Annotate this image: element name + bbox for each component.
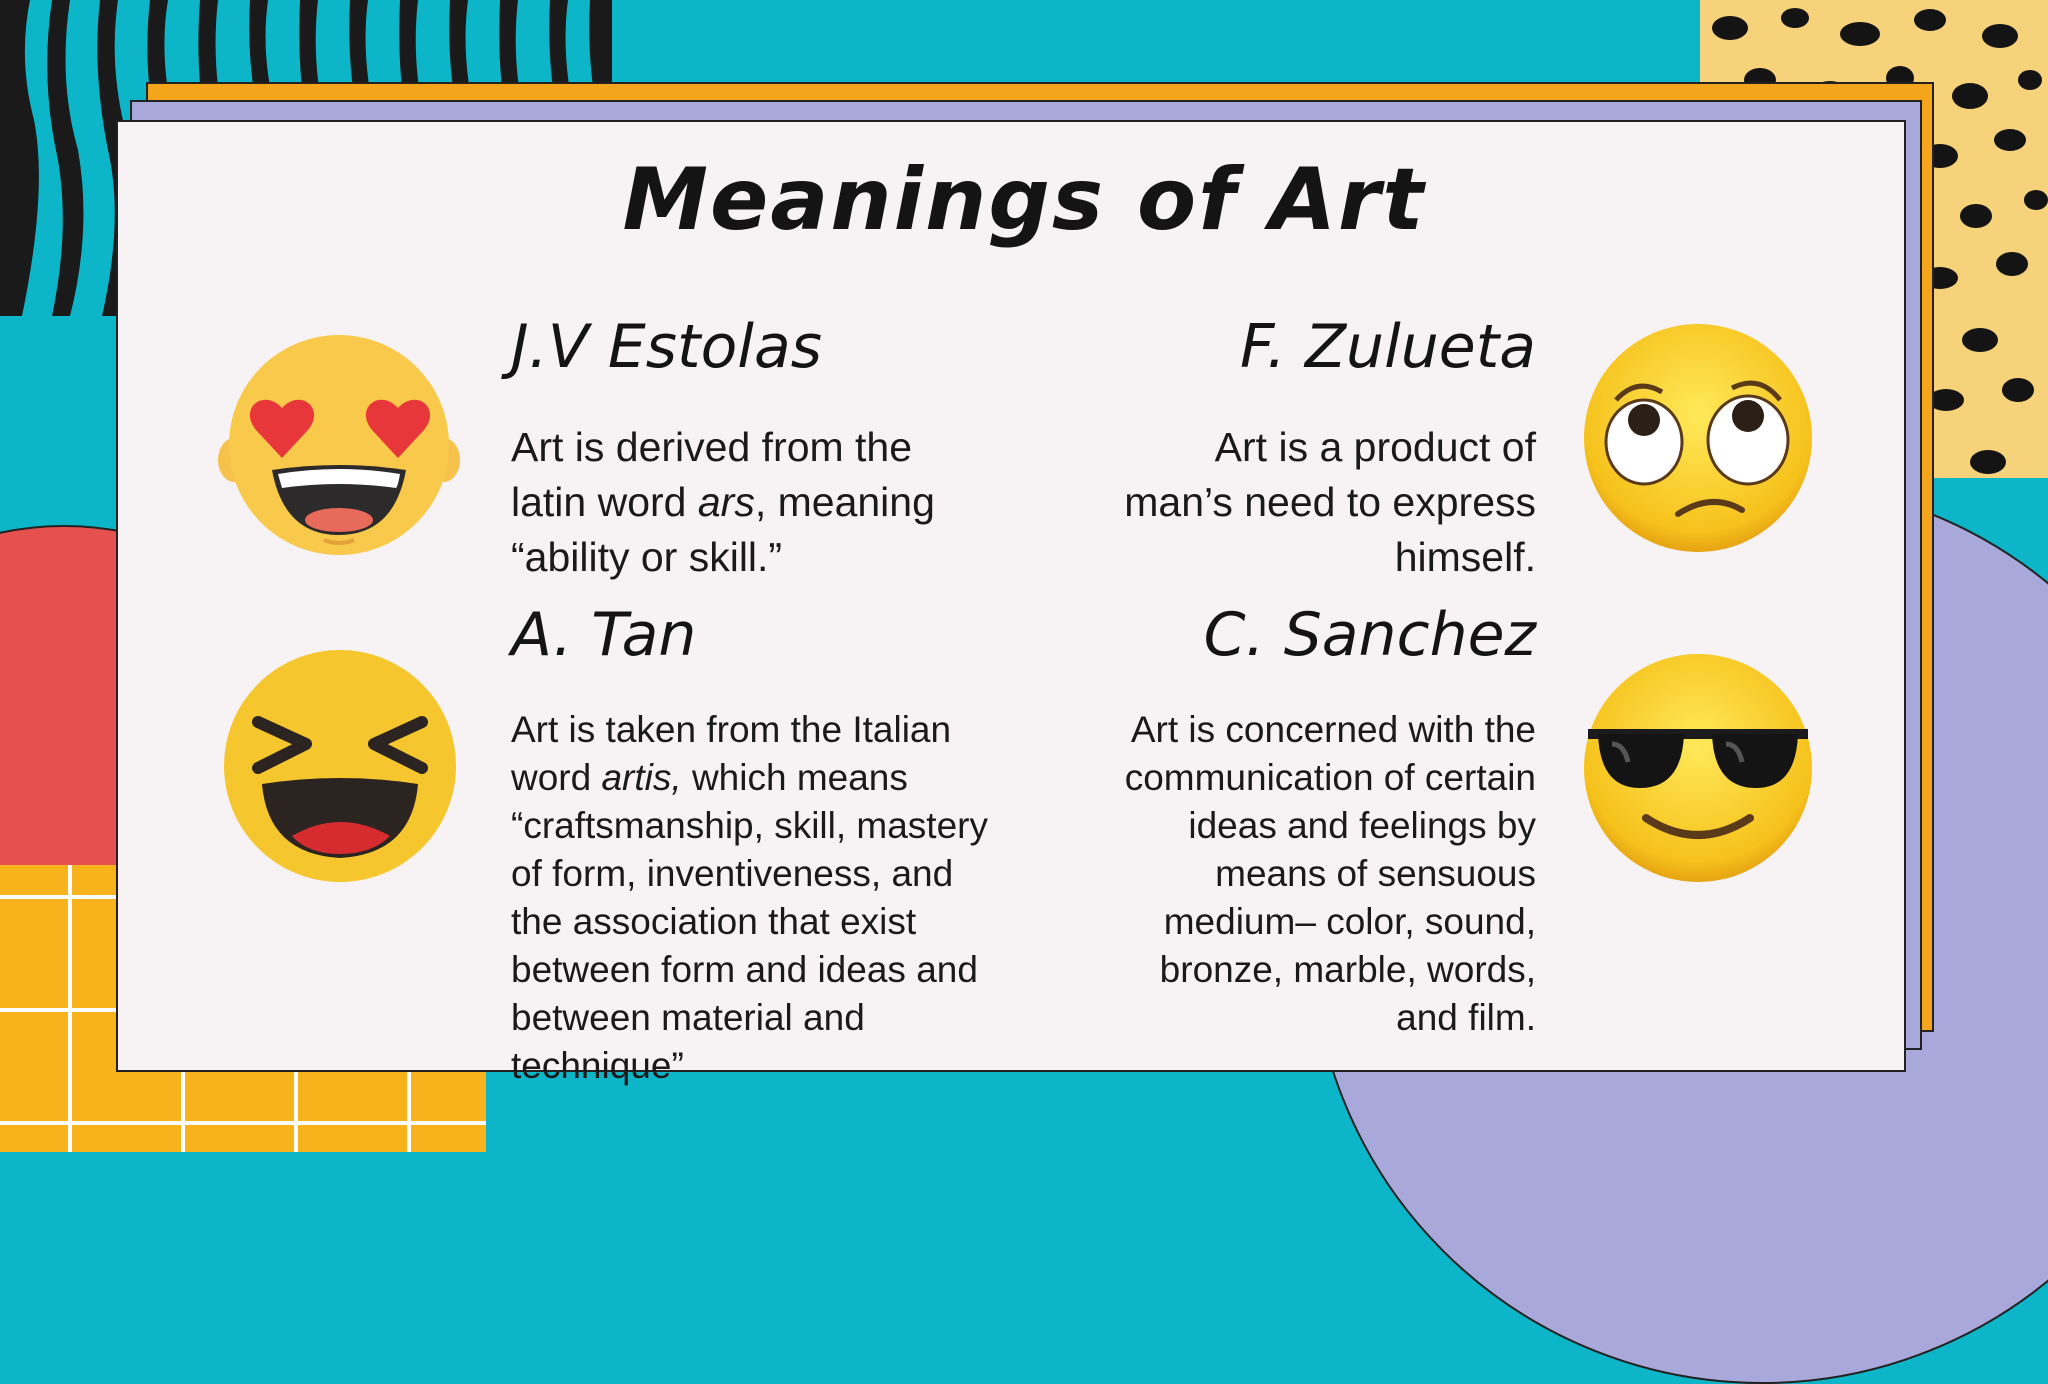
quote-line: word artis, which means [511, 757, 908, 798]
quote-line: Art is concerned with the [1130, 709, 1536, 750]
sunglasses-emoji-icon [1582, 652, 1814, 884]
quote-line: between material and [511, 997, 865, 1038]
quote-line: himself. [1394, 534, 1536, 580]
italic-term: ars [697, 479, 755, 525]
quote-line: the association that exist [511, 901, 917, 942]
heart-eyes-emoji-icon [214, 330, 464, 560]
quote-line: latin word ars, meaning [511, 479, 935, 525]
quote-line: “ability or skill.” [511, 534, 783, 580]
quote-line: man’s need to express [1124, 479, 1536, 525]
quote-line: communication of certain [1124, 757, 1536, 798]
quote-line: of form, inventiveness, and [511, 853, 954, 894]
italic-term: artis, [601, 757, 682, 798]
author-name: F. Zulueta [1240, 312, 1536, 382]
quote-line: means of sensuous [1215, 853, 1536, 894]
slide-card [116, 120, 1906, 1072]
quote-text [511, 706, 988, 1090]
author-name: J.V Estolas [511, 312, 822, 382]
quote-line: Art is a product of [1214, 424, 1536, 470]
quote-line: and film. [1396, 997, 1536, 1038]
quote-line: ideas and feelings by [1188, 805, 1536, 846]
laughing-emoji-icon [222, 648, 458, 884]
quote-line: between form and ideas and [511, 949, 978, 990]
quote-line: bronze, marble, words, [1159, 949, 1536, 990]
slide-title: Meanings of Art [622, 150, 1426, 250]
quote-text [1030, 420, 1536, 585]
quote-line: technique” [511, 1045, 684, 1086]
quote-line: “craftsmanship, skill, mastery [511, 805, 988, 846]
quote-line: Art is taken from the Italian [511, 709, 952, 750]
eye-roll-emoji-icon [1582, 322, 1814, 554]
quote-line: Art is derived from the [511, 424, 913, 470]
author-name: C. Sanchez [1203, 600, 1536, 670]
author-name: A. Tan [511, 600, 697, 670]
quote-line: medium– color, sound, [1163, 901, 1536, 942]
quote-text [511, 420, 935, 585]
quote-text [1030, 706, 1536, 1042]
